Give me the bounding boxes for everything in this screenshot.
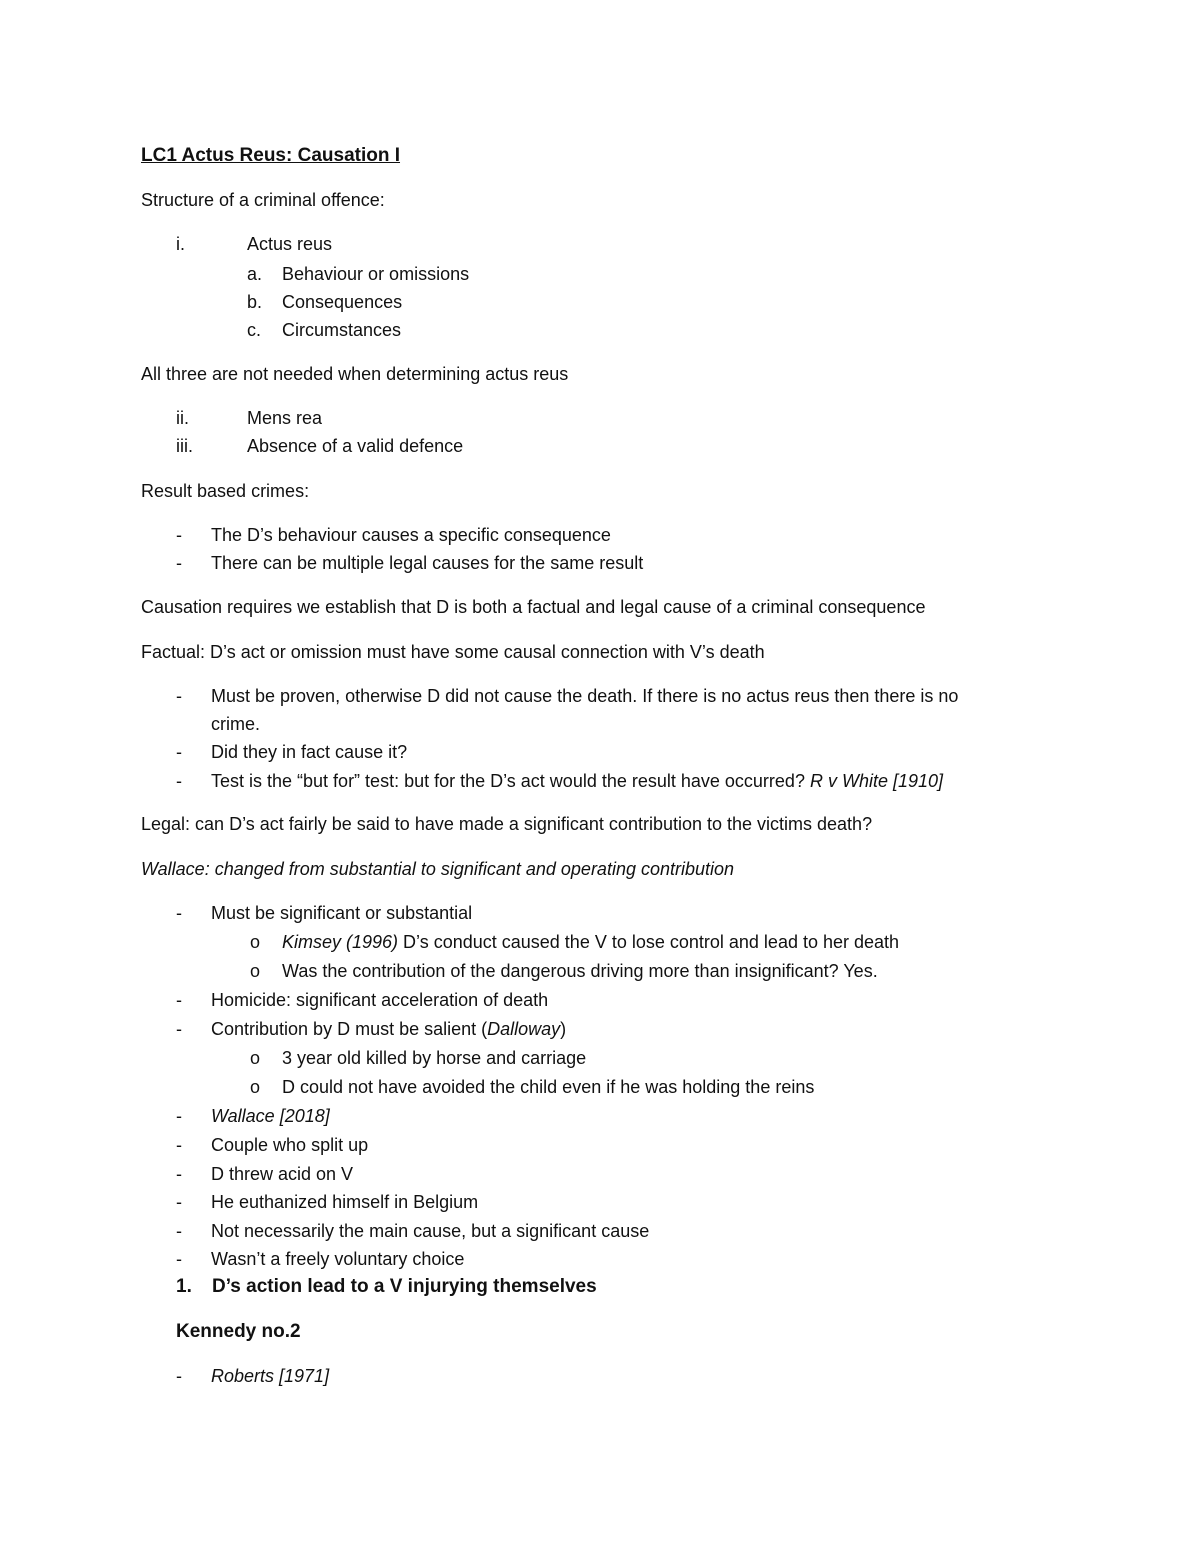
list-item: Absence of a valid defence bbox=[247, 436, 464, 456]
circle-bullet: o bbox=[250, 961, 261, 981]
list-item-text: Contribution by D must be salient ( bbox=[211, 1019, 488, 1039]
list-item: D threw acid on V bbox=[211, 1164, 354, 1184]
list-item: There can be multiple legal causes for the same result bbox=[211, 553, 644, 573]
list-item: 3 year old killed by horse and carriage bbox=[282, 1048, 587, 1068]
structure-intro: Structure of a criminal offence: bbox=[141, 190, 385, 210]
numbered-marker: 1. bbox=[176, 1276, 192, 1297]
list-marker: i. bbox=[176, 234, 185, 254]
dash-bullet: - bbox=[176, 903, 182, 923]
section-heading: Result based crimes: bbox=[141, 481, 310, 501]
list-item: Consequences bbox=[282, 292, 403, 312]
circle-bullet: o bbox=[250, 1048, 261, 1068]
dash-bullet: - bbox=[176, 1366, 182, 1386]
list-marker: ii. bbox=[176, 408, 189, 428]
dash-bullet: - bbox=[176, 525, 182, 545]
list-item: Must be proven, otherwise D did not cause the death. If there is no actus reus then there is no bbox=[211, 686, 959, 706]
dash-bullet: - bbox=[176, 1019, 182, 1039]
paragraph: All three are not needed when determining actus reus bbox=[141, 364, 569, 384]
case-citation: Wallace [2018] bbox=[211, 1106, 330, 1126]
dash-bullet: - bbox=[176, 1164, 182, 1184]
list-item: Did they in fact cause it? bbox=[211, 742, 408, 762]
case-citation: R v White [1910] bbox=[809, 771, 944, 791]
list-item bbox=[211, 1020, 566, 1038]
list-item-continuation: crime. bbox=[211, 714, 260, 734]
list-marker: a. bbox=[247, 264, 263, 284]
dash-bullet: - bbox=[176, 1221, 182, 1241]
list-marker: c. bbox=[247, 320, 262, 340]
italic-note: Wallace: changed from substantial to significant and operating contribution bbox=[141, 859, 735, 879]
list-item: Wasn’t a freely voluntary choice bbox=[211, 1249, 465, 1269]
list-item: Mens rea bbox=[247, 408, 323, 428]
list-item: Behaviour or omissions bbox=[282, 264, 470, 284]
dash-bullet: - bbox=[176, 686, 182, 706]
list-item: Actus reus bbox=[247, 234, 333, 254]
list-item: Couple who split up bbox=[211, 1135, 369, 1155]
paragraph: Causation requires we establish that D is both a factual and legal cause of a criminal consequence bbox=[141, 597, 926, 617]
list-item: Homicide: significant acceleration of death bbox=[211, 990, 549, 1010]
case-citation: Dalloway bbox=[487, 1019, 561, 1039]
dash-bullet: - bbox=[176, 742, 182, 762]
circle-bullet: o bbox=[250, 932, 261, 952]
list-item: He euthanized himself in Belgium bbox=[211, 1192, 479, 1212]
page-title: LC1 Actus Reus: Causation I bbox=[141, 145, 401, 166]
dash-bullet: - bbox=[176, 990, 182, 1010]
list-item: The D’s behaviour causes a specific consequence bbox=[211, 525, 611, 545]
list-item bbox=[282, 933, 899, 951]
list-item: Not necessarily the main cause, but a significant cause bbox=[211, 1221, 650, 1241]
list-item: D could not have avoided the child even if he was holding the reins bbox=[282, 1077, 815, 1097]
list-item: Was the contribution of the dangerous driving more than insignificant? Yes. bbox=[282, 961, 878, 981]
list-marker: iii. bbox=[176, 436, 193, 456]
subsection-heading: Kennedy no.2 bbox=[176, 1321, 301, 1342]
list-item-text: D’s conduct caused the V to lose control and lead to her death bbox=[398, 932, 900, 952]
list-item-text: ) bbox=[560, 1019, 567, 1039]
case-citation: Kimsey (1996) bbox=[282, 932, 399, 952]
paragraph: Factual: D’s act or omission must have some causal connection with V’s death bbox=[141, 642, 765, 662]
dash-bullet: - bbox=[176, 1192, 182, 1212]
list-marker: b. bbox=[247, 292, 263, 312]
dash-bullet: - bbox=[176, 771, 182, 791]
list-item: Must be significant or substantial bbox=[211, 903, 473, 923]
dash-bullet: - bbox=[176, 1135, 182, 1155]
list-item bbox=[211, 772, 943, 790]
list-item-text: Test is the “but for” test: but for the D’s act would the result have occurred? bbox=[211, 771, 810, 791]
dash-bullet: - bbox=[176, 1249, 182, 1269]
case-citation: Roberts [1971] bbox=[211, 1366, 330, 1386]
section-heading: D’s action lead to a V injurying themselves bbox=[212, 1276, 597, 1297]
dash-bullet: - bbox=[176, 1106, 182, 1126]
dash-bullet: - bbox=[176, 553, 182, 573]
circle-bullet: o bbox=[250, 1077, 261, 1097]
paragraph: Legal: can D’s act fairly be said to have made a significant contribution to the victims death? bbox=[141, 814, 873, 834]
list-item: Circumstances bbox=[282, 320, 402, 340]
